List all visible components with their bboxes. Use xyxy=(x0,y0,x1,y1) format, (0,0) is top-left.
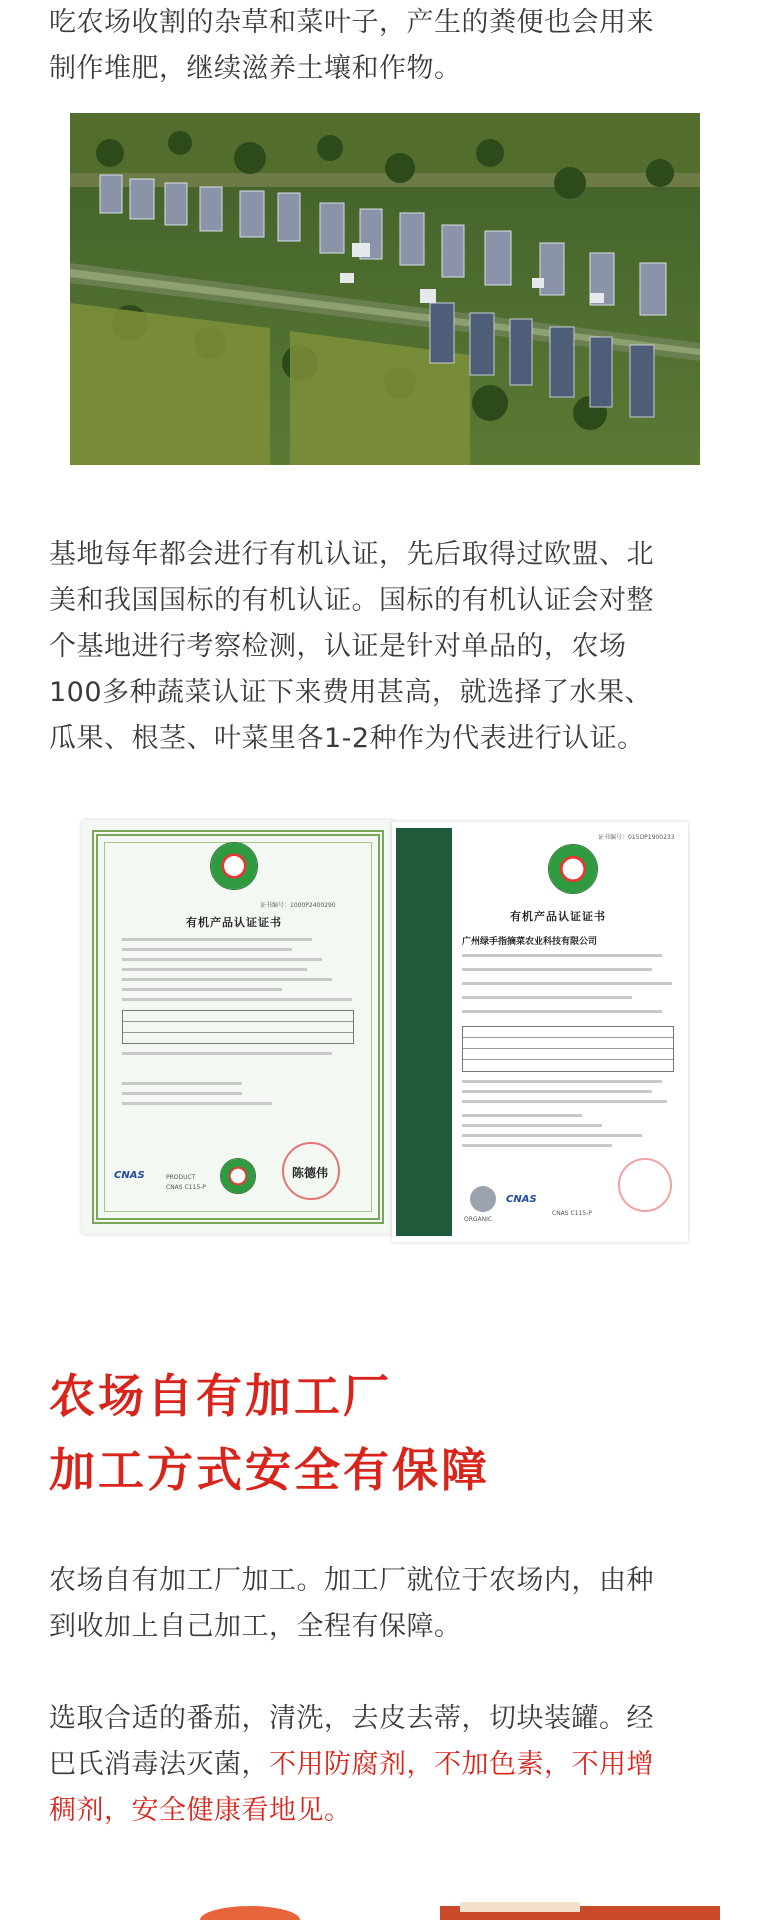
cnas-code: CNAS C115-P xyxy=(166,1184,206,1191)
heading-line-1: 农场自有加工厂 xyxy=(49,1369,392,1423)
section-heading xyxy=(49,1359,729,1507)
cert-line-3: 个基地进行考察检测，认证是针对单品的，农场 xyxy=(49,631,627,662)
organic-certificate-right xyxy=(392,822,688,1242)
certificate-product-table xyxy=(462,1026,674,1072)
cnas-logo: CNAS xyxy=(506,1194,537,1205)
cnas-code: CNAS C115-P xyxy=(552,1210,592,1217)
organic-label: ORGANIC xyxy=(464,1216,493,1223)
certificate-product-table xyxy=(122,1010,354,1044)
organic-certificate-left xyxy=(82,820,394,1234)
certificate-number: 证书编号：1000P2400290 xyxy=(260,902,336,909)
product-label: PRODUCT xyxy=(166,1174,196,1181)
cert-line-5: 瓜果、根茎、叶菜里各1-2种作为代表进行认证。 xyxy=(49,723,645,754)
cert-line-1: 基地每年都会进行有机认证，先后取得过欧盟、北 xyxy=(49,539,654,570)
certificate-side-band xyxy=(396,828,452,1236)
cnas-logo: CNAS xyxy=(114,1170,145,1181)
heading-line-2: 加工方式安全有保障 xyxy=(49,1443,490,1497)
cert-line-2: 美和我国国标的有机认证。国标的有机认证会对整 xyxy=(49,585,654,616)
green-mark-icon xyxy=(220,1158,256,1194)
certification-paragraph xyxy=(49,532,721,762)
red-seal-stamp xyxy=(618,1158,672,1212)
process-line-2a: 巴氏消毒法灭菌， xyxy=(49,1749,269,1780)
signature: 陈德伟 xyxy=(292,1166,329,1180)
tomato-product-photo xyxy=(190,1898,720,1920)
certificate-number: 证书编号：015OP1900233 xyxy=(598,834,675,841)
intro-line-1: 吃农场收割的杂草和菜叶子，产生的粪便也会用来 xyxy=(49,7,654,38)
aerial-farm-photo xyxy=(70,113,700,465)
process-paragraph xyxy=(49,1696,721,1834)
organic-logo-icon xyxy=(470,1186,496,1212)
factory-line-2: 到收加上自己加工，全程有保障。 xyxy=(49,1611,462,1642)
process-highlight-2: 稠剂，安全健康看地见。 xyxy=(49,1795,352,1826)
cert-line-4: 100多种蔬菜认证下来费用甚高，就选择了水果、 xyxy=(49,677,653,708)
factory-line-1: 农场自有加工厂加工。加工厂就位于农场内，由种 xyxy=(49,1565,654,1596)
process-highlight-1: 不用防腐剂，不加色素，不用增 xyxy=(269,1749,654,1780)
intro-paragraph xyxy=(49,0,721,92)
intro-line-2: 制作堆肥，继续滋养土壤和作物。 xyxy=(49,53,462,84)
organic-seal-icon xyxy=(548,844,598,894)
certificate-company: 广州绿手指摘菜农业科技有限公司 xyxy=(462,937,598,947)
certificate-title: 有机产品认证证书 xyxy=(510,910,606,923)
process-line-1: 选取合适的番茄，清洗，去皮去蒂，切块装罐。经 xyxy=(49,1703,654,1734)
factory-paragraph xyxy=(49,1558,721,1650)
certificate-title: 有机产品认证证书 xyxy=(186,916,282,929)
organic-seal-icon xyxy=(210,842,258,890)
